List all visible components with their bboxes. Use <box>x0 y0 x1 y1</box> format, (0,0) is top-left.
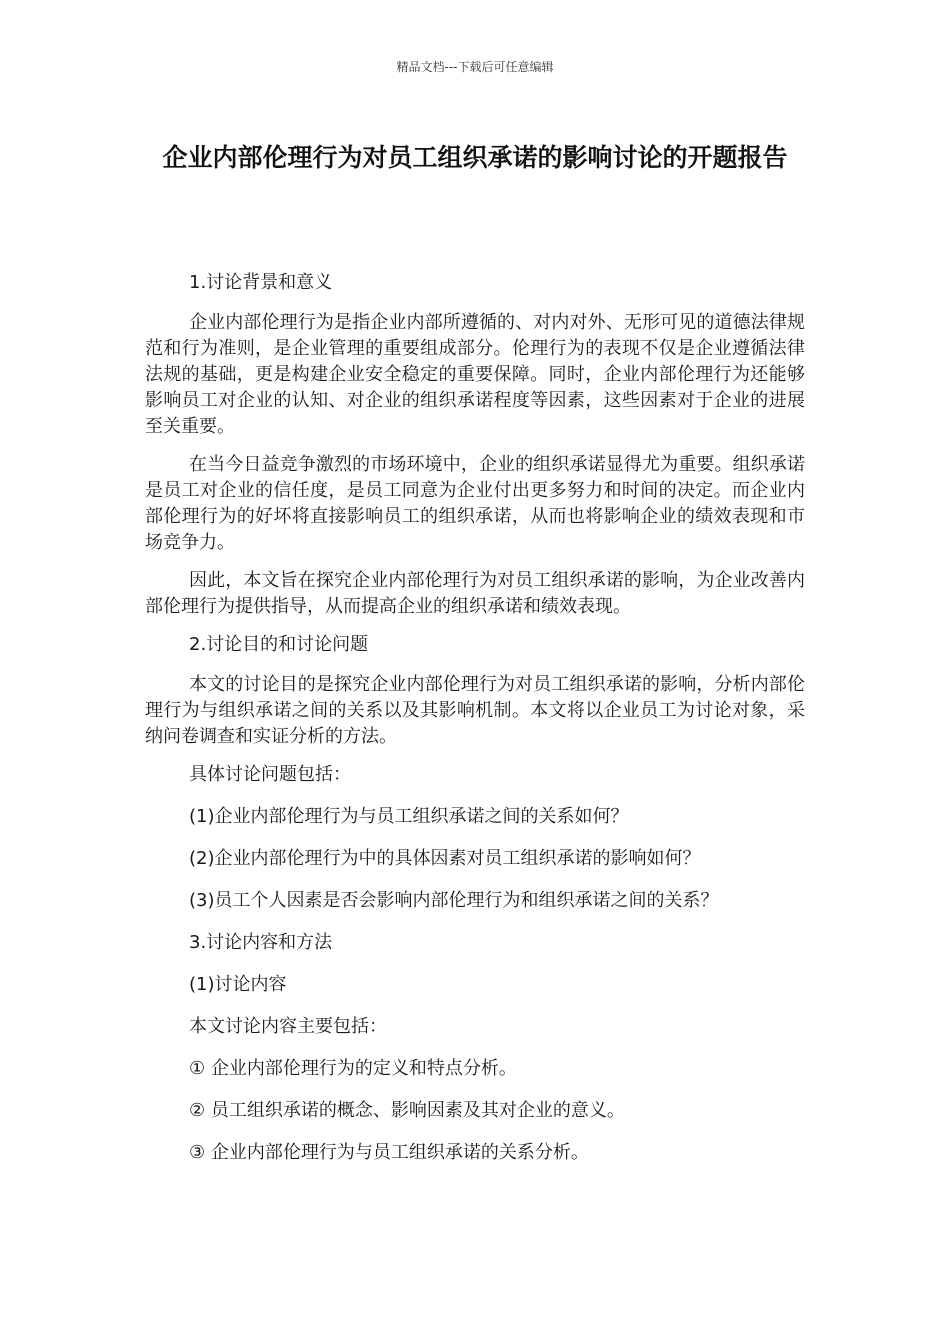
paragraph: 本文的讨论目的是探究企业内部伦理行为对员工组织承诺的影响，分析内部伦理行为与组织承诺之间的关系以及其影响机制。本文将以企业员工为讨论对象，采纳问卷调查和实证分析的方法。 <box>145 674 805 747</box>
subsection-heading: (1)讨论内容 <box>189 974 287 995</box>
section-heading: 2.讨论目的和讨论问题 <box>189 634 369 655</box>
section-heading: 3.讨论内容和方法 <box>189 932 333 953</box>
list-item: (1)企业内部伦理行为与员工组织承诺之间的关系如何？ <box>189 806 629 827</box>
section-heading: 1.讨论背景和意义 <box>189 272 333 293</box>
header-note: 精品文档---下载后可任意编辑 <box>396 60 554 74</box>
paragraph: 企业内部伦理行为是指企业内部所遵循的、对内对外、无形可见的道德法律规范和行为准则，是企业管理的重要组成部分。伦理行为的表现不仅是企业遵循法律法规的基础，更是构建企业安全稳定的重要保障。同时，企业内部伦理行为还能够影响员工对企业的认知、对企业的组织承诺程度等因素，这些因素对于企业的进展至关重要。 <box>145 312 805 437</box>
document-body <box>145 270 805 1182</box>
list-item: ① 企业内部伦理行为的定义和特点分析。 <box>189 1058 517 1079</box>
list-item: ③ 企业内部伦理行为与员工组织承诺的关系分析。 <box>189 1142 589 1163</box>
list-item: ② 员工组织承诺的概念、影响因素及其对企业的意义。 <box>189 1100 625 1121</box>
list-item: (3)员工个人因素是否会影响内部伦理行为和组织承诺之间的关系？ <box>189 890 719 911</box>
list-item: (2)企业内部伦理行为中的具体因素对员工组织承诺的影响如何？ <box>189 848 701 869</box>
paragraph: 在当今日益竞争激烈的市场环境中，企业的组织承诺显得尤为重要。组织承诺是员工对企业的信任度，是员工同意为企业付出更多努力和时间的决定。而企业内部伦理行为的好坏将直接影响员工的组织承诺，从而也将影响企业的绩效表现和市场竞争力。 <box>145 454 805 553</box>
list-intro: 本文讨论内容主要包括： <box>189 1016 387 1037</box>
document-title: 企业内部伦理行为对员工组织承诺的影响讨论的开题报告 <box>162 143 788 172</box>
paragraph: 因此，本文旨在探究企业内部伦理行为对员工组织承诺的影响，为企业改善内部伦理行为提供指导，从而提高企业的组织承诺和绩效表现。 <box>145 570 805 617</box>
list-intro: 具体讨论问题包括： <box>189 764 351 785</box>
